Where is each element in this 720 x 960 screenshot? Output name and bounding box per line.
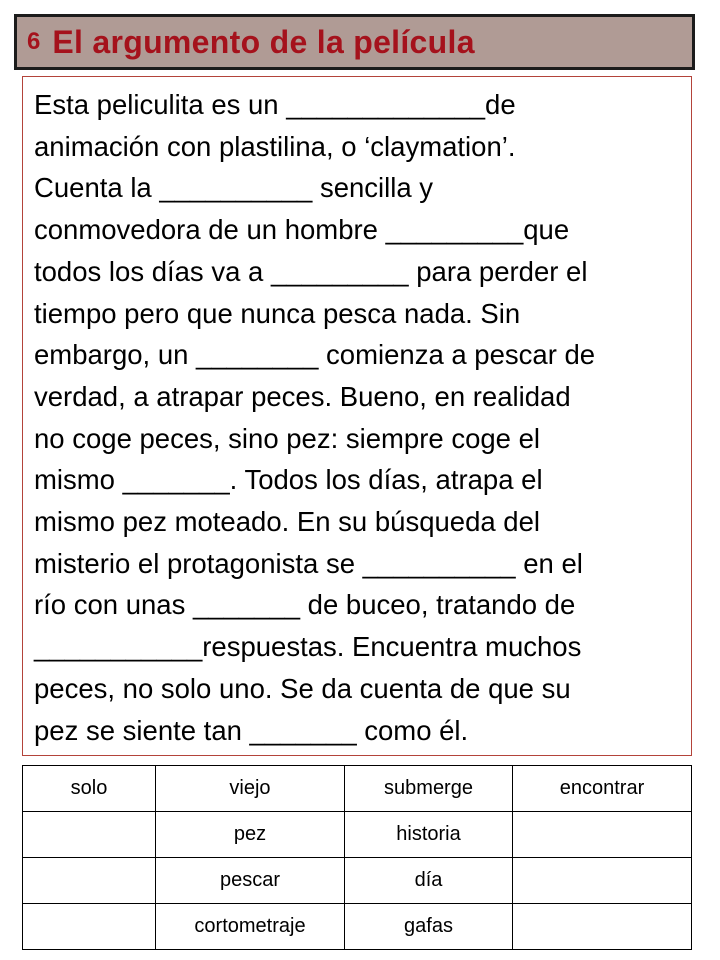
story-line: mismo pez moteado. En su búsqueda del [34, 506, 540, 538]
word-bank-table [22, 765, 692, 950]
story-line: peces, no solo uno. Se da cuenta de que su [34, 672, 571, 704]
page-title: El argumento de la película [52, 23, 475, 60]
story-line: Cuenta la __________ sencilla y [34, 172, 434, 204]
word-cell: viejo [156, 766, 345, 812]
story-line: todos los días va a _________ para perder el [34, 255, 588, 287]
title-bar [14, 14, 695, 70]
word-cell: pez [156, 812, 345, 858]
story-line: ___________respuestas. Encuentra muchos [34, 631, 582, 663]
word-cell: cortometraje [156, 904, 345, 950]
word-cell: solo [23, 766, 156, 812]
table-row [23, 858, 692, 904]
word-cell: gafas [345, 904, 513, 950]
story-line: conmovedora de un hombre _________que [34, 214, 570, 246]
story-text [34, 84, 684, 751]
word-cell [513, 904, 692, 950]
story-line: misterio el protagonista se __________ en el [34, 547, 583, 579]
word-cell [513, 812, 692, 858]
story-line: embargo, un ________ comienza a pescar de [34, 339, 596, 371]
story-line: tiempo pero que nunca pesca nada. Sin [34, 297, 521, 329]
table-row [23, 766, 692, 812]
story-line: Esta peliculita es un _____________de [34, 89, 516, 120]
story-line: animación con plastilina, o ‘claymation’. [34, 130, 516, 162]
word-cell: pescar [156, 858, 345, 904]
word-cell: día [345, 858, 513, 904]
table-row [23, 904, 692, 950]
story-line: pez se siente tan _______ como él. [34, 714, 469, 746]
word-cell [513, 858, 692, 904]
story-line: mismo _______. Todos los días, atrapa el [34, 464, 543, 496]
word-cell [23, 812, 156, 858]
word-cell: historia [345, 812, 513, 858]
word-cell: encontrar [513, 766, 692, 812]
story-line: no coge peces, sino pez: siempre coge el [34, 422, 540, 454]
word-cell [23, 904, 156, 950]
table-row [23, 812, 692, 858]
section-number: 6 [27, 28, 41, 55]
story-line: verdad, a atrapar peces. Bueno, en realidad [34, 380, 571, 412]
word-cell: submerge [345, 766, 513, 812]
word-cell [23, 858, 156, 904]
story-line: río con unas _______ de buceo, tratando de [34, 589, 576, 621]
